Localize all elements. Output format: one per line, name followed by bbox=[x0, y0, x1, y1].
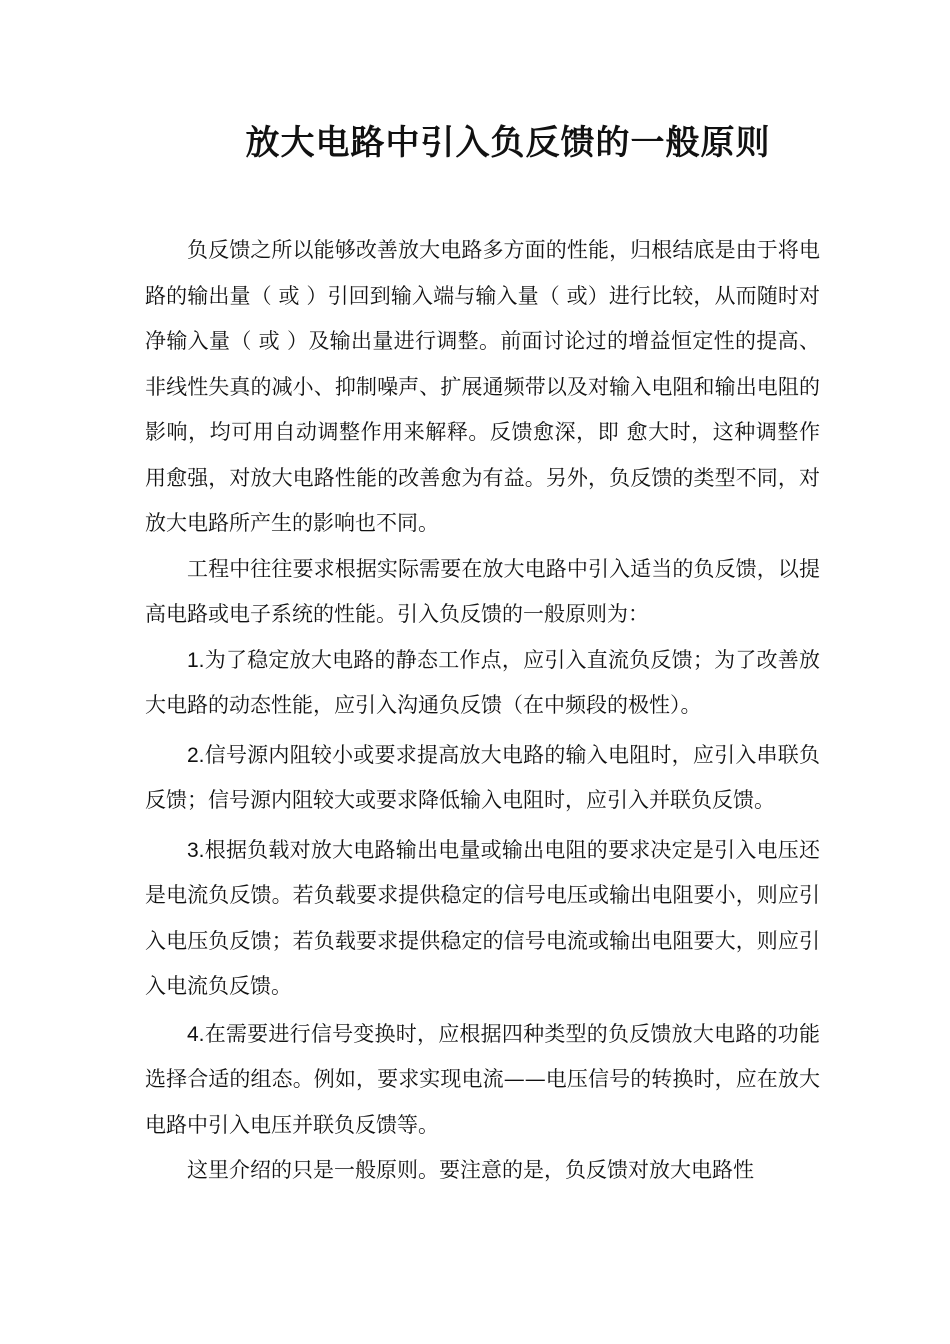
list-number: 1. bbox=[187, 648, 205, 672]
list-number: 2. bbox=[187, 743, 205, 767]
paragraph-text: 负反馈之所以能够改善放大电路多方面的性能，归根结底是由于将电路的输出量（ 或 ）引回到输入端与输入量（ 或）进行比较，从而随时对净输入量（ 或 ）及输出量进行调整。前面讨论过的增益恒定性的提高、非线性失真的减小、抑制噪声、扩展通频带以及对输入电阻和输出电阻的影响，均可用自动调整作用来解释。反馈愈深，即 愈大时，这种调整作用愈强，对放大电路性能的改善愈为有益。另外，负反馈的类型不同，对放大电路所产生的影响也不同。 bbox=[145, 238, 820, 535]
paragraph-text: 根据负载对放大电路输出电量或输出电阻的要求决定是引入电压还是电流负反馈。若负载要求提供稳定的信号电压或输出电阻要小，则应引入电压负反馈；若负载要求提供稳定的信号电流或输出电阻要大，则应引入电流负反馈。 bbox=[145, 837, 820, 998]
paragraph-intro bbox=[145, 228, 820, 547]
paragraph-principle-4 bbox=[145, 1012, 820, 1149]
paragraph-text: 工程中往往要求根据实际需要在放大电路中引入适当的负反馈，以提高电路或电子系统的性能。引入负反馈的一般原则为： bbox=[145, 556, 820, 626]
paragraph-engineering bbox=[145, 547, 820, 638]
paragraph-text: 这里介绍的只是一般原则。要注意的是，负反馈对放大电路性 bbox=[187, 1158, 754, 1182]
paragraph-text: 在需要进行信号变换时，应根据四种类型的负反馈放大电路的功能选择合适的组态。例如，要求实现电流——电压信号的转换时，应在放大电路中引入电压并联负反馈等。 bbox=[145, 1021, 820, 1137]
document-body bbox=[145, 228, 820, 1194]
paragraph-text: 为了稳定放大电路的静态工作点，应引入直流负反馈；为了改善放大电路的动态性能，应引入沟通负反馈（在中频段的极性）。 bbox=[145, 647, 820, 717]
list-number: 4. bbox=[187, 1022, 205, 1046]
paragraph-closing bbox=[145, 1148, 820, 1194]
document-title: 放大电路中引入负反馈的一般原则 bbox=[245, 123, 771, 163]
paragraph-principle-1 bbox=[145, 638, 820, 729]
paragraph-principle-2 bbox=[145, 733, 820, 824]
list-number: 3. bbox=[187, 838, 205, 862]
paragraph-principle-3 bbox=[145, 828, 820, 1010]
paragraph-text: 信号源内阻较小或要求提高放大电路的输入电阻时，应引入串联负反馈；信号源内阻较大或要求降低输入电阻时，应引入并联负反馈。 bbox=[145, 742, 820, 812]
